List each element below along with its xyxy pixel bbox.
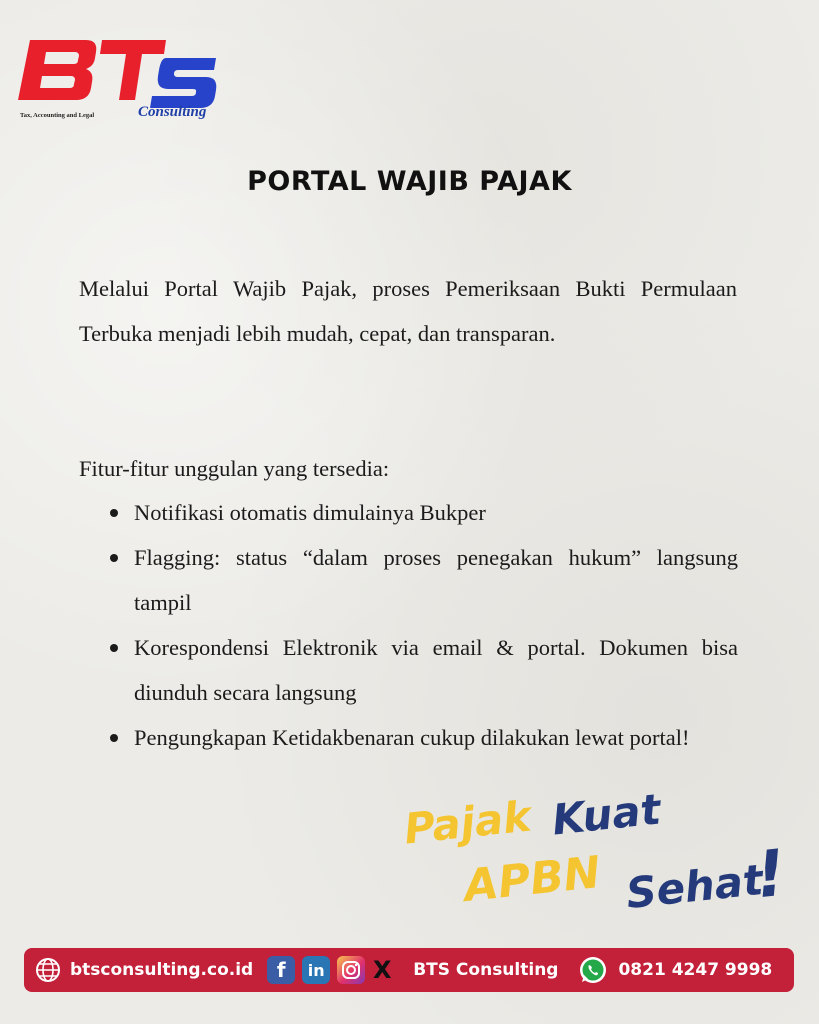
list-item [104,490,738,535]
list-item [104,535,738,625]
feature-text: Flagging: status “dalam proses penegakan hukum” langsung tampil [134,545,738,615]
website-link[interactable]: btsconsulting.co.id [70,960,254,980]
bullet-icon [110,509,118,517]
bullet-icon [110,644,118,652]
phone-number[interactable]: 0821 4247 9998 [618,960,773,980]
globe-icon [34,956,62,984]
feature-text: Notifikasi otomatis dimulainya Bukper [134,500,486,525]
logo-consulting: Consulting [138,104,207,120]
page-title: PORTAL WAJIB PAJAK [247,166,572,197]
brand-name[interactable]: BTS Consulting [413,960,559,980]
contact-footer [24,948,794,992]
linkedin-icon[interactable]: in [302,956,330,984]
bts-logo [16,36,221,128]
logo-tagline: Tax, Accounting and Legal [20,112,95,119]
bullet-icon [110,734,118,742]
slogan-pajak: Pajak [401,791,534,854]
slogan-sehat: Sehat [623,854,766,919]
instagram-glyph [341,960,361,980]
feature-text: Korespondensi Elektronik via email & portal. Dokumen bisa diunduh secara langsung [134,635,738,705]
instagram-icon[interactable] [337,956,365,984]
list-item [104,625,738,715]
intro-paragraph: Melalui Portal Wajib Pajak, proses Pemeriksaan Bukti Permulaan Terbuka menjadi lebih mudah, cepat, dan transparan. [79,276,737,346]
slogan-apbn: APBN [461,846,603,913]
slogan-kuat: Kuat [549,784,663,845]
list-item [104,715,738,760]
slogan [400,780,810,940]
bullet-icon [110,554,118,562]
social-icons [267,956,399,984]
facebook-icon[interactable]: f [267,956,295,984]
feature-text: Pengungkapan Ketidakbenaran cukup dilakukan lewat portal! [134,725,690,750]
x-icon[interactable]: X [372,956,392,984]
whatsapp-icon [578,955,608,985]
feature-list [104,490,738,760]
slogan-exclamation: ! [752,836,789,914]
features-heading: Fitur-fitur unggulan yang tersedia: [79,456,390,481]
